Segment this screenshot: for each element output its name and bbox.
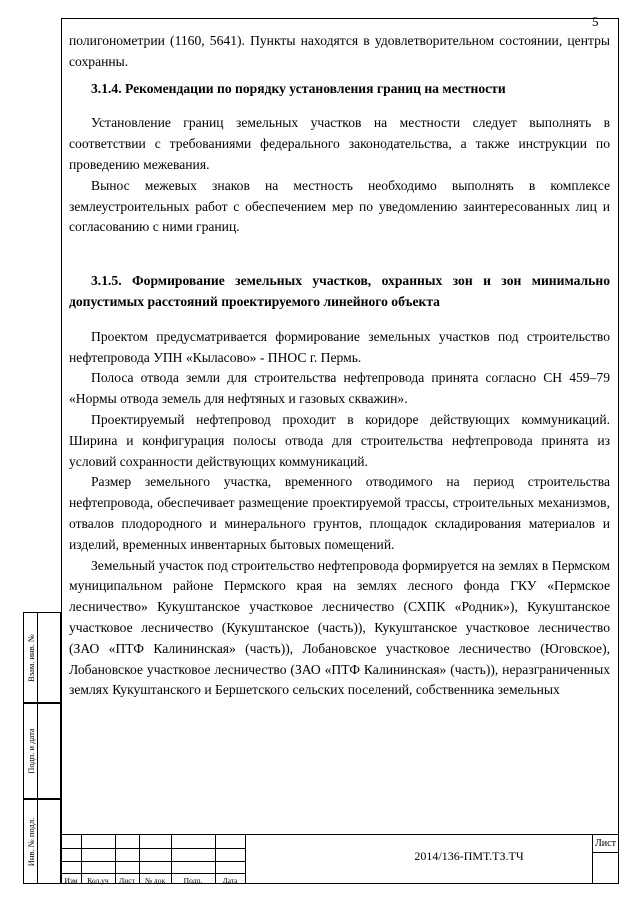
paragraph: Вынос межевых знаков на местность необходимо выполнять в комплексе землеустроительных работ с обеспечением мер по уведомлению заинтересованных лиц и согласованию с ними границ. bbox=[69, 177, 610, 235]
column-label: Подп. bbox=[183, 876, 203, 885]
paragraph: Размер земельного участка, временного отводимого на период строительства нефтепровода, обеспечивает размещение проектируемой трассы, строительных механизмов, отвалов плодородного и минерального грунтов, площадок складирования материалов и изделий, временных инвентарных бытовых помещений. bbox=[69, 474, 610, 552]
side-stamp-inventory bbox=[23, 799, 61, 884]
paragraph: Установление границ земельных участков на местности следует выполнять в соответствии с требованиями федерального законодательства, а также инструкции по проведению межевания. bbox=[69, 115, 610, 172]
paragraph: Проектируемый нефтепровод проходит в коридоре действующих коммуникаций. Ширина и конфигурация полосы отвода для строительства нефтепровода принята из условий сохранности действующих коммуникаций. bbox=[69, 411, 610, 469]
side-stamp-signature bbox=[23, 703, 61, 799]
column-label: Изм bbox=[64, 876, 78, 885]
column-label: Дата bbox=[222, 876, 238, 885]
side-label: Взам. инв. № bbox=[25, 633, 36, 682]
document-body bbox=[69, 31, 610, 701]
paragraph: Проектом предусматривается формирование земельных участков под строительство нефтепровода УПН «Кыласово» - ПНОС г. Пермь. bbox=[69, 328, 610, 365]
page-number: 5 bbox=[592, 14, 599, 29]
column-label: № док bbox=[144, 876, 166, 885]
paragraph: Полоса отвода земли для строительства нефтепровода принята согласно СН 459–79 «Нормы отвода земель для нефтяных и газовых скважин». bbox=[69, 370, 610, 407]
column-label: Лист bbox=[119, 876, 135, 885]
section-heading: 3.1.4. Рекомендации по порядку установления границ на местности bbox=[91, 80, 506, 96]
section-heading: 3.1.5. Формирование земельных участков, охранных зон и зон минимально допустимых расстояний проектируемого линейного объекта bbox=[69, 273, 610, 309]
column-label: Кол.уч bbox=[87, 876, 109, 885]
side-stamp-replacement bbox=[23, 612, 61, 703]
title-block bbox=[61, 834, 619, 884]
document-code: 2014/136-ПМТ.ТЗ.ТЧ bbox=[414, 849, 524, 863]
side-label: Инв. № подл. bbox=[25, 817, 36, 866]
paragraph: Земельный участок под строительство нефтепровода формируется на землях в Пермском муниципальном районе Пермского края на землях лесного фонда ГКУ «Пермское лесничество» Кукуштанское участковое лесничество (СХПК «Родник»), Кукуштанское участковое лесничество (Кукуштанское (часть)), Кукуштанское участковое лесничество (ЗАО «ПТФ Калининская» (часть)), Лобановское участковое лесничество (Юговское), Лобановское участковое лесничество (ЗАО «ПТФ Калининская» (часть)), неразграниченных землях Кукуштанского и Бершетского сельских поселений, собственника земельных bbox=[69, 557, 610, 698]
sheet-label: Лист bbox=[595, 838, 616, 849]
paragraph: полигонометрии (1160, 5641). Пункты находятся в удовлетворительном состоянии, центры сохранны. bbox=[69, 33, 610, 69]
side-label: Подп. и дата bbox=[25, 728, 36, 774]
